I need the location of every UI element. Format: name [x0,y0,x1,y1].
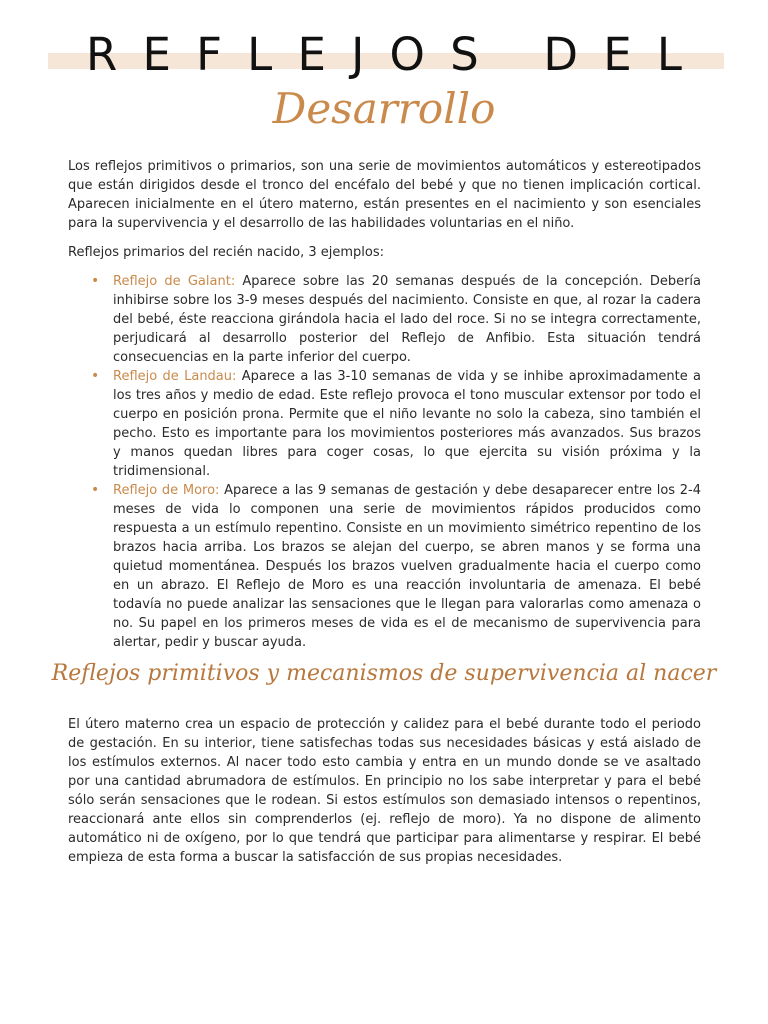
reflex-name: Reflejo de Landau: [113,369,237,384]
page-title-script: Desarrollo [272,84,496,133]
reflex-name: Reflejo de Moro: [113,483,220,498]
list-item-moro [113,481,701,652]
section-heading: Reflejos primitivos y mecanismos de supervivencia al nacer [51,661,717,686]
intro-paragraph: Los reflejos primitivos o primarios, son una serie de movimientos automáticos y estereotipados que están dirigidos desde el tronco del encéfalo del bebé y que no tienen implicación cortical. Aparecen inicialmente en el útero materno, están presentes en el nacimiento y son esenciales para la supervivencia y el desarrollo de las habilidades voluntarias en el niño. [68,159,701,231]
reflex-name: Reflejo de Galant: [113,274,236,289]
closing-section [68,715,701,867]
list-item-landau [113,367,701,481]
list-item-galant [113,272,701,367]
reflex-list [68,272,701,652]
page-title: REFLEJOS DEL [85,28,708,81]
closing-paragraph: El útero materno crea un espacio de protección y calidez para el bebé durante todo el periodo de gestación. En su interior, tiene satisfechas todas sus necesidades básicas y está aislado de los estímulos externos. Al nacer todo esto cambia y entra en un mundo donde se ve asaltado por una cantidad abrumadora de estímulos. En principio no los sabe interpretar y para el bebé sólo serán sensaciones que le rodean. Si estos estímulos son demasiado intensos o repentinos, reaccionará ante ellos sin comprenderlos (ej. reflejo de moro). Ya no dispone de alimento automático ni de oxígeno, por lo que tendrá que participar para alimentarse y respirar. El bebé empieza de esta forma a buscar la satisfacción de sus propias necesidades. [68,717,701,865]
list-intro: Reflejos primarios del recién nacido, 3 ejemplos: [68,245,385,260]
reflex-description: Aparece sobre las 20 semanas después de la concepción. Debería inhibirse sobre los 3-9 meses después del nacimiento. Consiste en que, al rozar la cadera del bebé, éste reacciona girándola hacia el lado del roce. Si no se integra correctamente, perjudicará al desarrollo posterior del Reflejo de Anfibio. Esta situación tendrá consecuencias en la parte inferior del cuerpo. [113,274,701,365]
reflex-description: Aparece a las 3-10 semanas de vida y se inhibe aproximadamente a los tres años y medio de edad. Este reflejo provoca el tono muscular extensor por todo el cuerpo en posición prona. Permite que el niño levante no solo la cabeza, sino también el pecho. Esto es importante para los movimientos posteriores más avanzados. Sus brazos y manos quedan libres para coger cosas, lo que ejercita su visión próxima y la tridimensional. [113,369,702,479]
main-content [68,157,701,652]
reflex-description: Aparece a las 9 semanas de gestación y debe desaparecer entre los 2-4 meses de vida lo componen una serie de movimientos rápidos producidos como respuesta a un estímulo repentino. Consiste en un movimiento simétrico repentino de los brazos hacia arriba. Los brazos se alejan del cuerpo, se abren manos y se forma una quietud momentánea. Después los brazos vuelven gradualmente hacia el cuerpo como en un abrazo. El Reflejo de Moro es una reacción involuntaria de amenaza. El bebé todavía no puede analizar las sensaciones que le llegan para valorarlas como amenaza o no. Su papel en los primeros meses de vida es el de mecanismo de supervivencia para alertar, pedir y buscar ayuda. [113,483,702,650]
